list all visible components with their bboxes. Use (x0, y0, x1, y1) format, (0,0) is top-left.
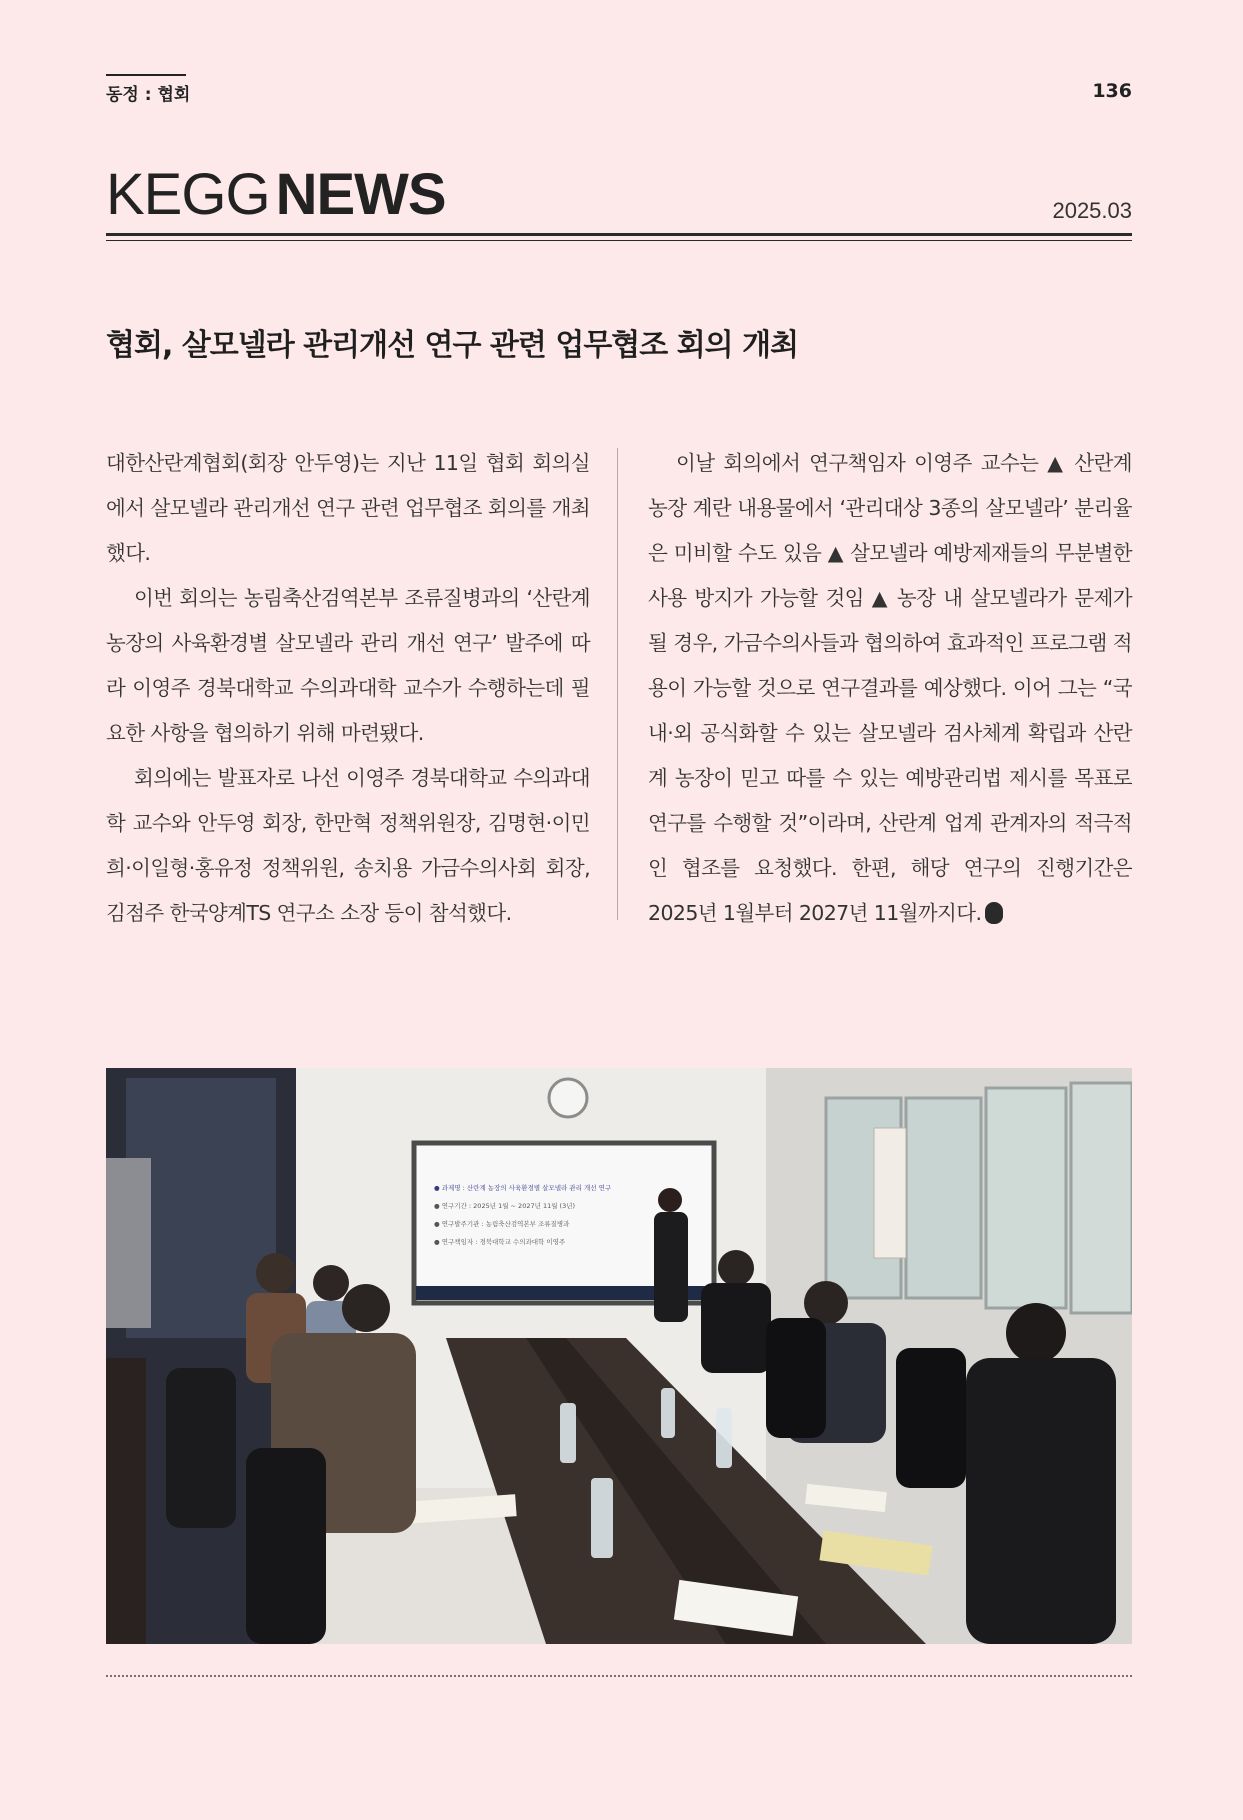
paragraph-with-end-mark (648, 441, 1132, 936)
issue-date: 2025.03 (1052, 198, 1132, 223)
article-headline: 협회, 살모넬라 관리개선 연구 관련 업무협조 회의 개최 (106, 328, 799, 364)
footer-dotted-rule (106, 1675, 1132, 1677)
masthead-kegg: KEGG (106, 162, 270, 227)
svg-text:● 연구책임자 : 경북대학교 수의과대학 이영주: ● 연구책임자 : 경북대학교 수의과대학 이영주 (434, 1238, 566, 1246)
masthead (106, 162, 446, 227)
article-right-column (648, 441, 1132, 936)
section-label: 동정 : 협회 (106, 80, 190, 105)
end-mark-icon (985, 902, 1003, 924)
paragraph: 이날 회의에서 연구책임자 이영주 교수는 ▲ 산란계 농장 계란 내용물에서 ‘관리대상 3종의 살모넬라’ 분리율은 미비할 수도 있음 ▲ 살모넬라 예방제재들의 무분별한 사용 방지가 가능할 것임 ▲ 농장 내 살모넬라가 문제가 될 경우, 가금수의사들과 협의하여 효과적인 프로그램 적용이 가능할 것으로 연구결과를 예상했다. 이어 그는 “국내·외 공식화할 수 있는 살모넬라 검사체계 확립과 산란계 농장이 믿고 따를 수 있는 예방관리법 제시를 목표로 연구를 수행할 것”이라며, 산란계 업계 관계자의 적극적인 협조를 요청했다. 한편, 해당 연구의 진행기간은 2025년 1월부터 2027년 11월까지다. (648, 451, 1132, 925)
svg-text:● 과제명 : 산란계 농장의 사육환경별 살모넬라 관리: ● 과제명 : 산란계 농장의 사육환경별 살모넬라 관리 개선 연구 (434, 1184, 612, 1192)
paragraph: 회의에는 발표자로 나선 이영주 경북대학교 수의과대학 교수와 안두영 회장, 한만혁 정책위원장, 김명현·이민희·이일형·홍유정 정책위원, 송치용 가금수의사회 회장, 김점주 한국양계TS 연구소 소장 등이 참석했다. (106, 766, 590, 925)
masthead-news: NEWS (275, 162, 446, 227)
masthead-rule-thin (106, 240, 1132, 241)
column-divider (617, 448, 618, 920)
page-number: 136 (1092, 80, 1132, 102)
svg-text:● 연구발주기관 : 농림축산검역본부 조류질병과: ● 연구발주기관 : 농림축산검역본부 조류질병과 (434, 1220, 570, 1228)
masthead-rule-thick (106, 233, 1132, 236)
meeting-photo (106, 1068, 1132, 1644)
svg-text:● 연구기간 : 2025년 1월 ~ 2027년 11월: ● 연구기간 : 2025년 1월 ~ 2027년 11월 (3년) (434, 1202, 576, 1210)
paragraph: 대한산란계협회(회장 안두영)는 지난 11일 협회 회의실에서 살모넬라 관리개선 연구 관련 업무협조 회의를 개최했다. (106, 451, 590, 565)
article-left-column (106, 441, 590, 936)
paragraph: 이번 회의는 농림축산검역본부 조류질병과의 ‘산란계 농장의 사육환경별 살모넬라 관리 개선 연구’ 발주에 따라 이영주 경북대학교 수의과대학 교수가 수행하는데 필요한 사항을 협의하기 위해 마련됐다. (106, 586, 590, 745)
